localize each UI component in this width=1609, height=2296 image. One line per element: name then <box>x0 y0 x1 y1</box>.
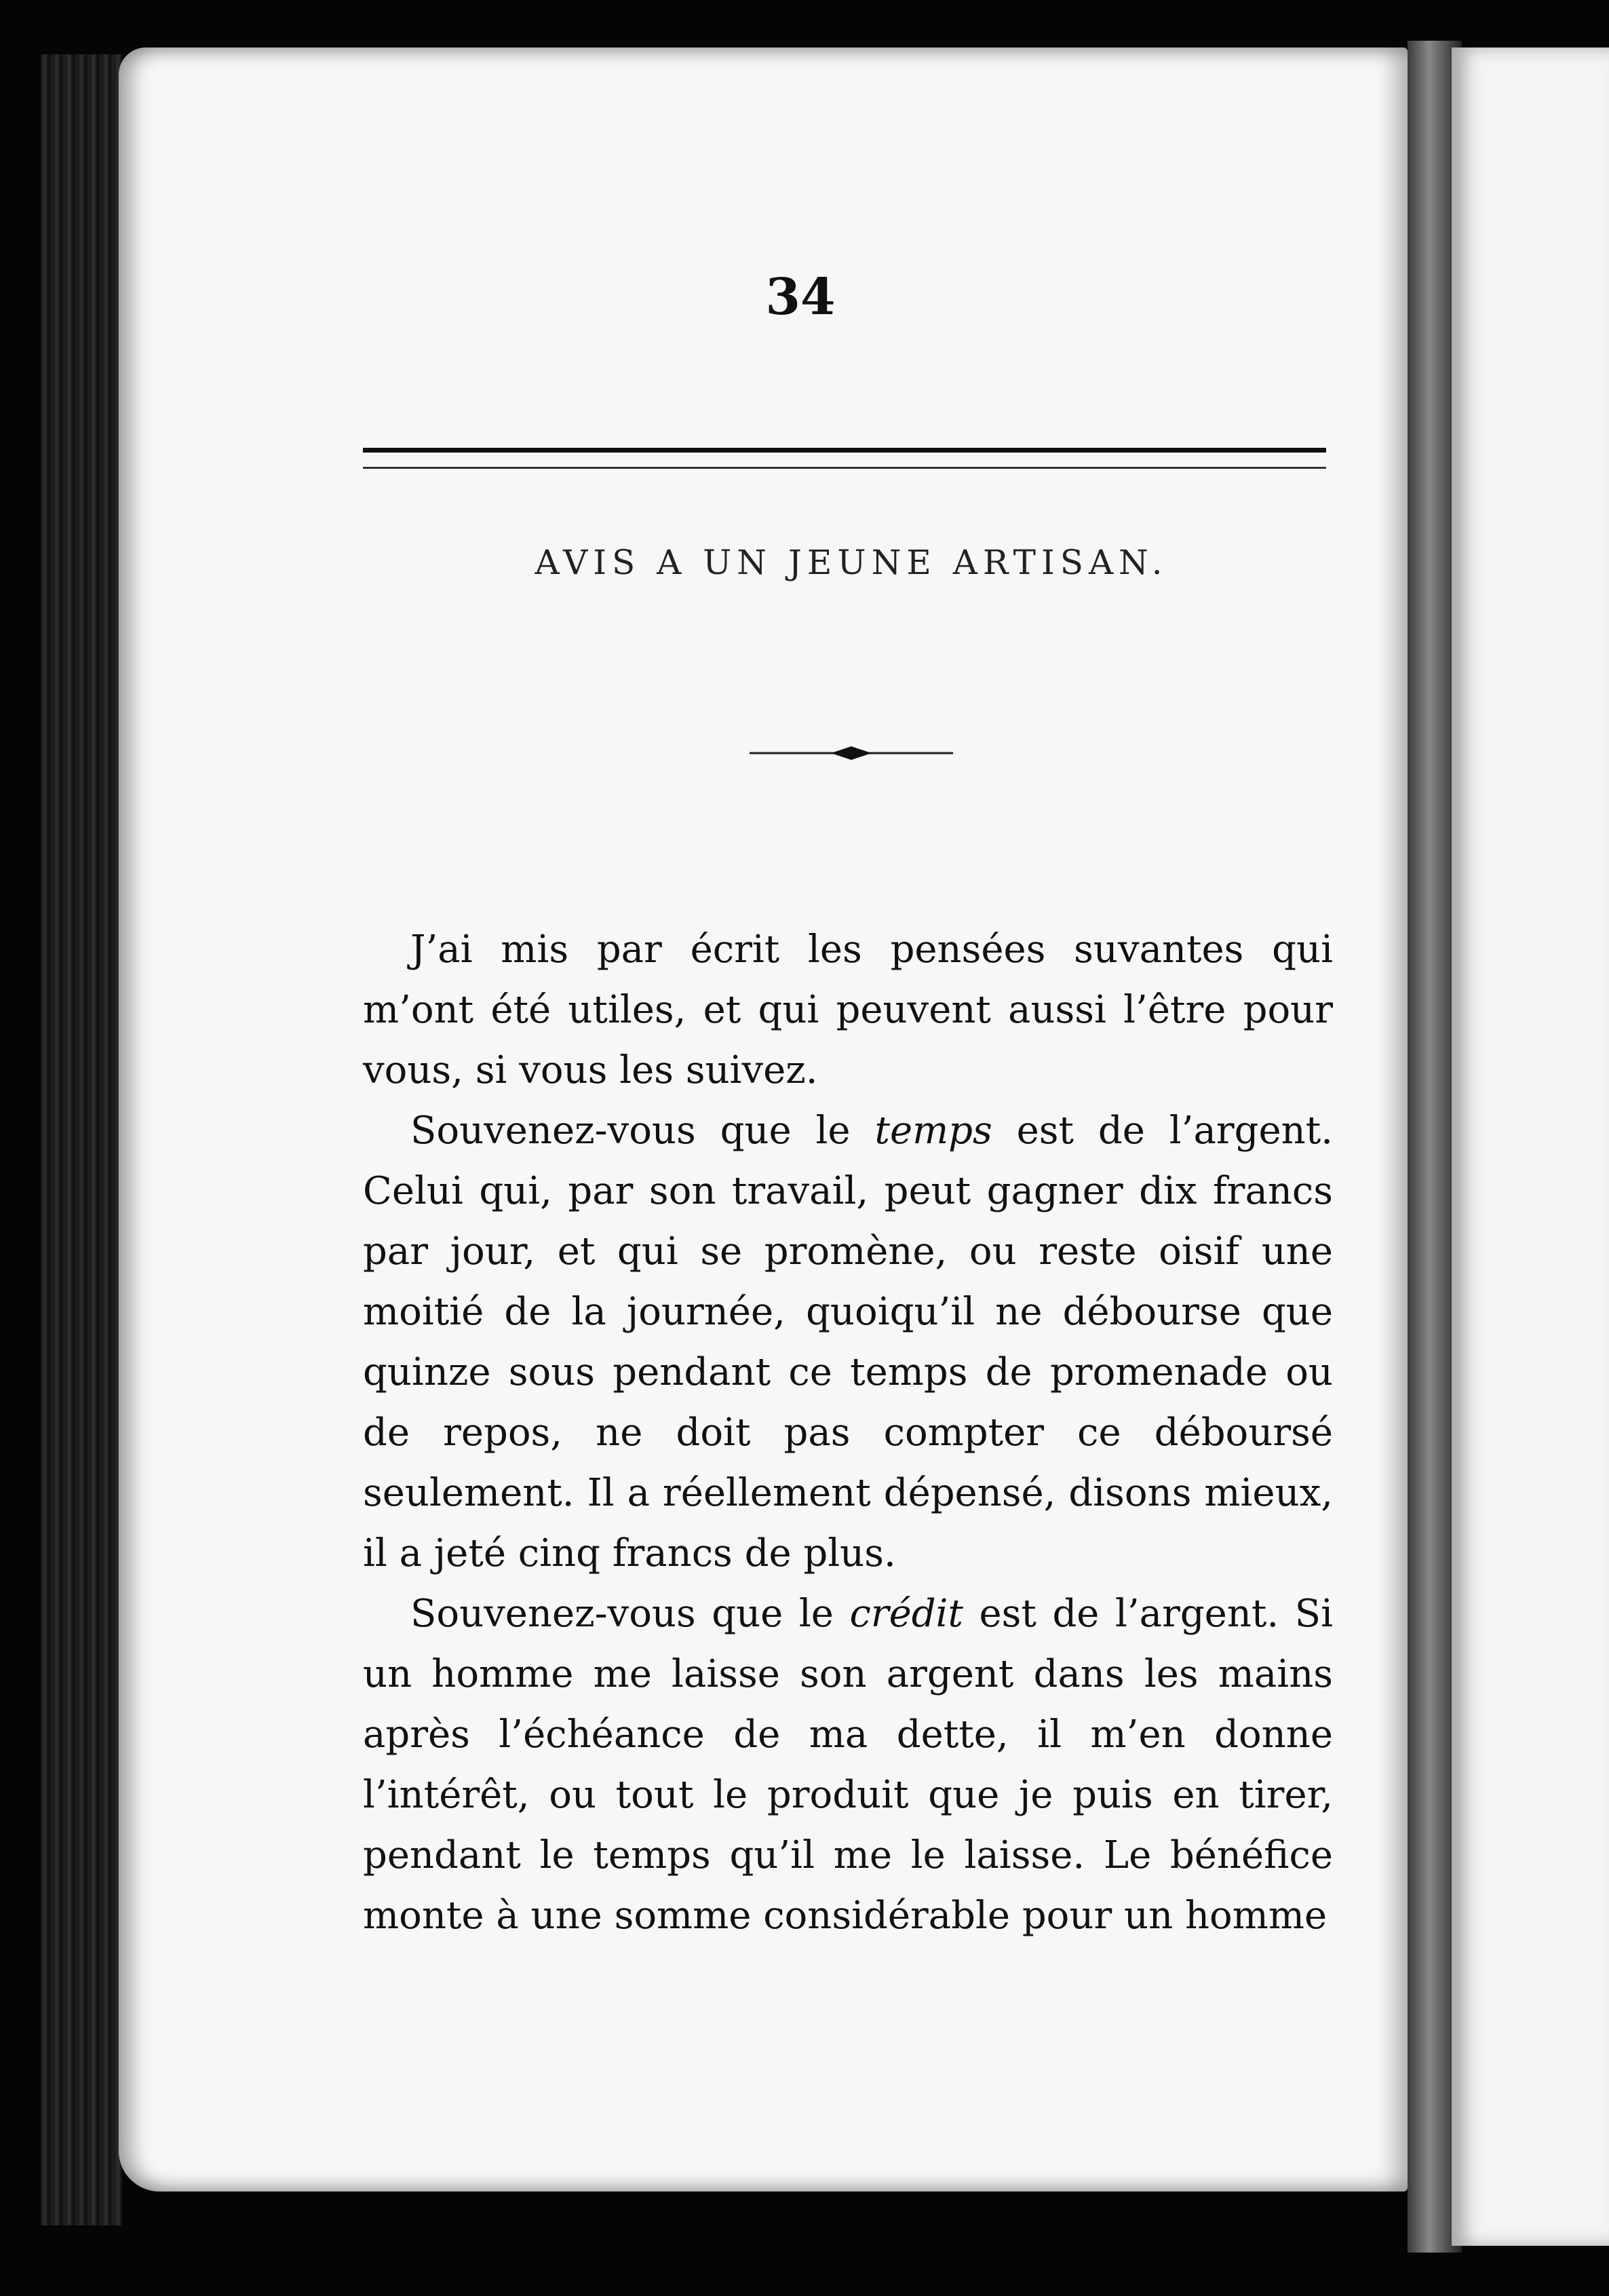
paragraph-text: est de l’argent. Si un homme me laisse son argent dans les mains après l’échéance de ma dette, il m’en donne l’intérêt, ou tout le produit que je puis en tirer, pendant le temps qu’il me le laisse. Le bénéfice monte à une somme considérable pour un homme <box>363 1592 1334 1938</box>
emphasis-text: crédit <box>849 1592 963 1636</box>
paragraph-text: est de l’argent. Celui qui, par son travail, peut gagner dix francs par jour, et qui se promène, ou reste oisif une moitié de la journée, quoiqu’il ne débourse que quinze sous pendant ce temps de promenade ou de repos, ne doit pas compter ce déboursé seulement. Il a réellement dépensé, disons mieux, il a jeté cinq francs de plus. <box>363 1109 1334 1575</box>
paragraph <box>363 919 1333 1101</box>
paragraph-text: Souvenez-vous que le <box>410 1109 875 1153</box>
page-number: 34 <box>765 268 836 326</box>
ornament-divider-icon <box>750 740 953 767</box>
paragraph <box>363 1584 1333 1946</box>
paragraph <box>363 1101 1333 1584</box>
section-title: AVIS A UN JEUNE ARTISAN. <box>535 543 1168 582</box>
paragraph-text: Souvenez-vous que le <box>410 1592 850 1636</box>
body-text <box>363 919 1333 1946</box>
facing-page <box>1452 47 1609 2246</box>
emphasis-text: temps <box>874 1109 992 1153</box>
header-rule-thick <box>363 448 1326 453</box>
header-rule-thin <box>363 467 1326 469</box>
book-spine-edge <box>41 54 122 2225</box>
paragraph-text: J’ai mis par écrit les pensées suvantes qui m’ont été utiles, et qui peuvent aussi l’être pour vous, si vous les suivez. <box>363 927 1333 1092</box>
